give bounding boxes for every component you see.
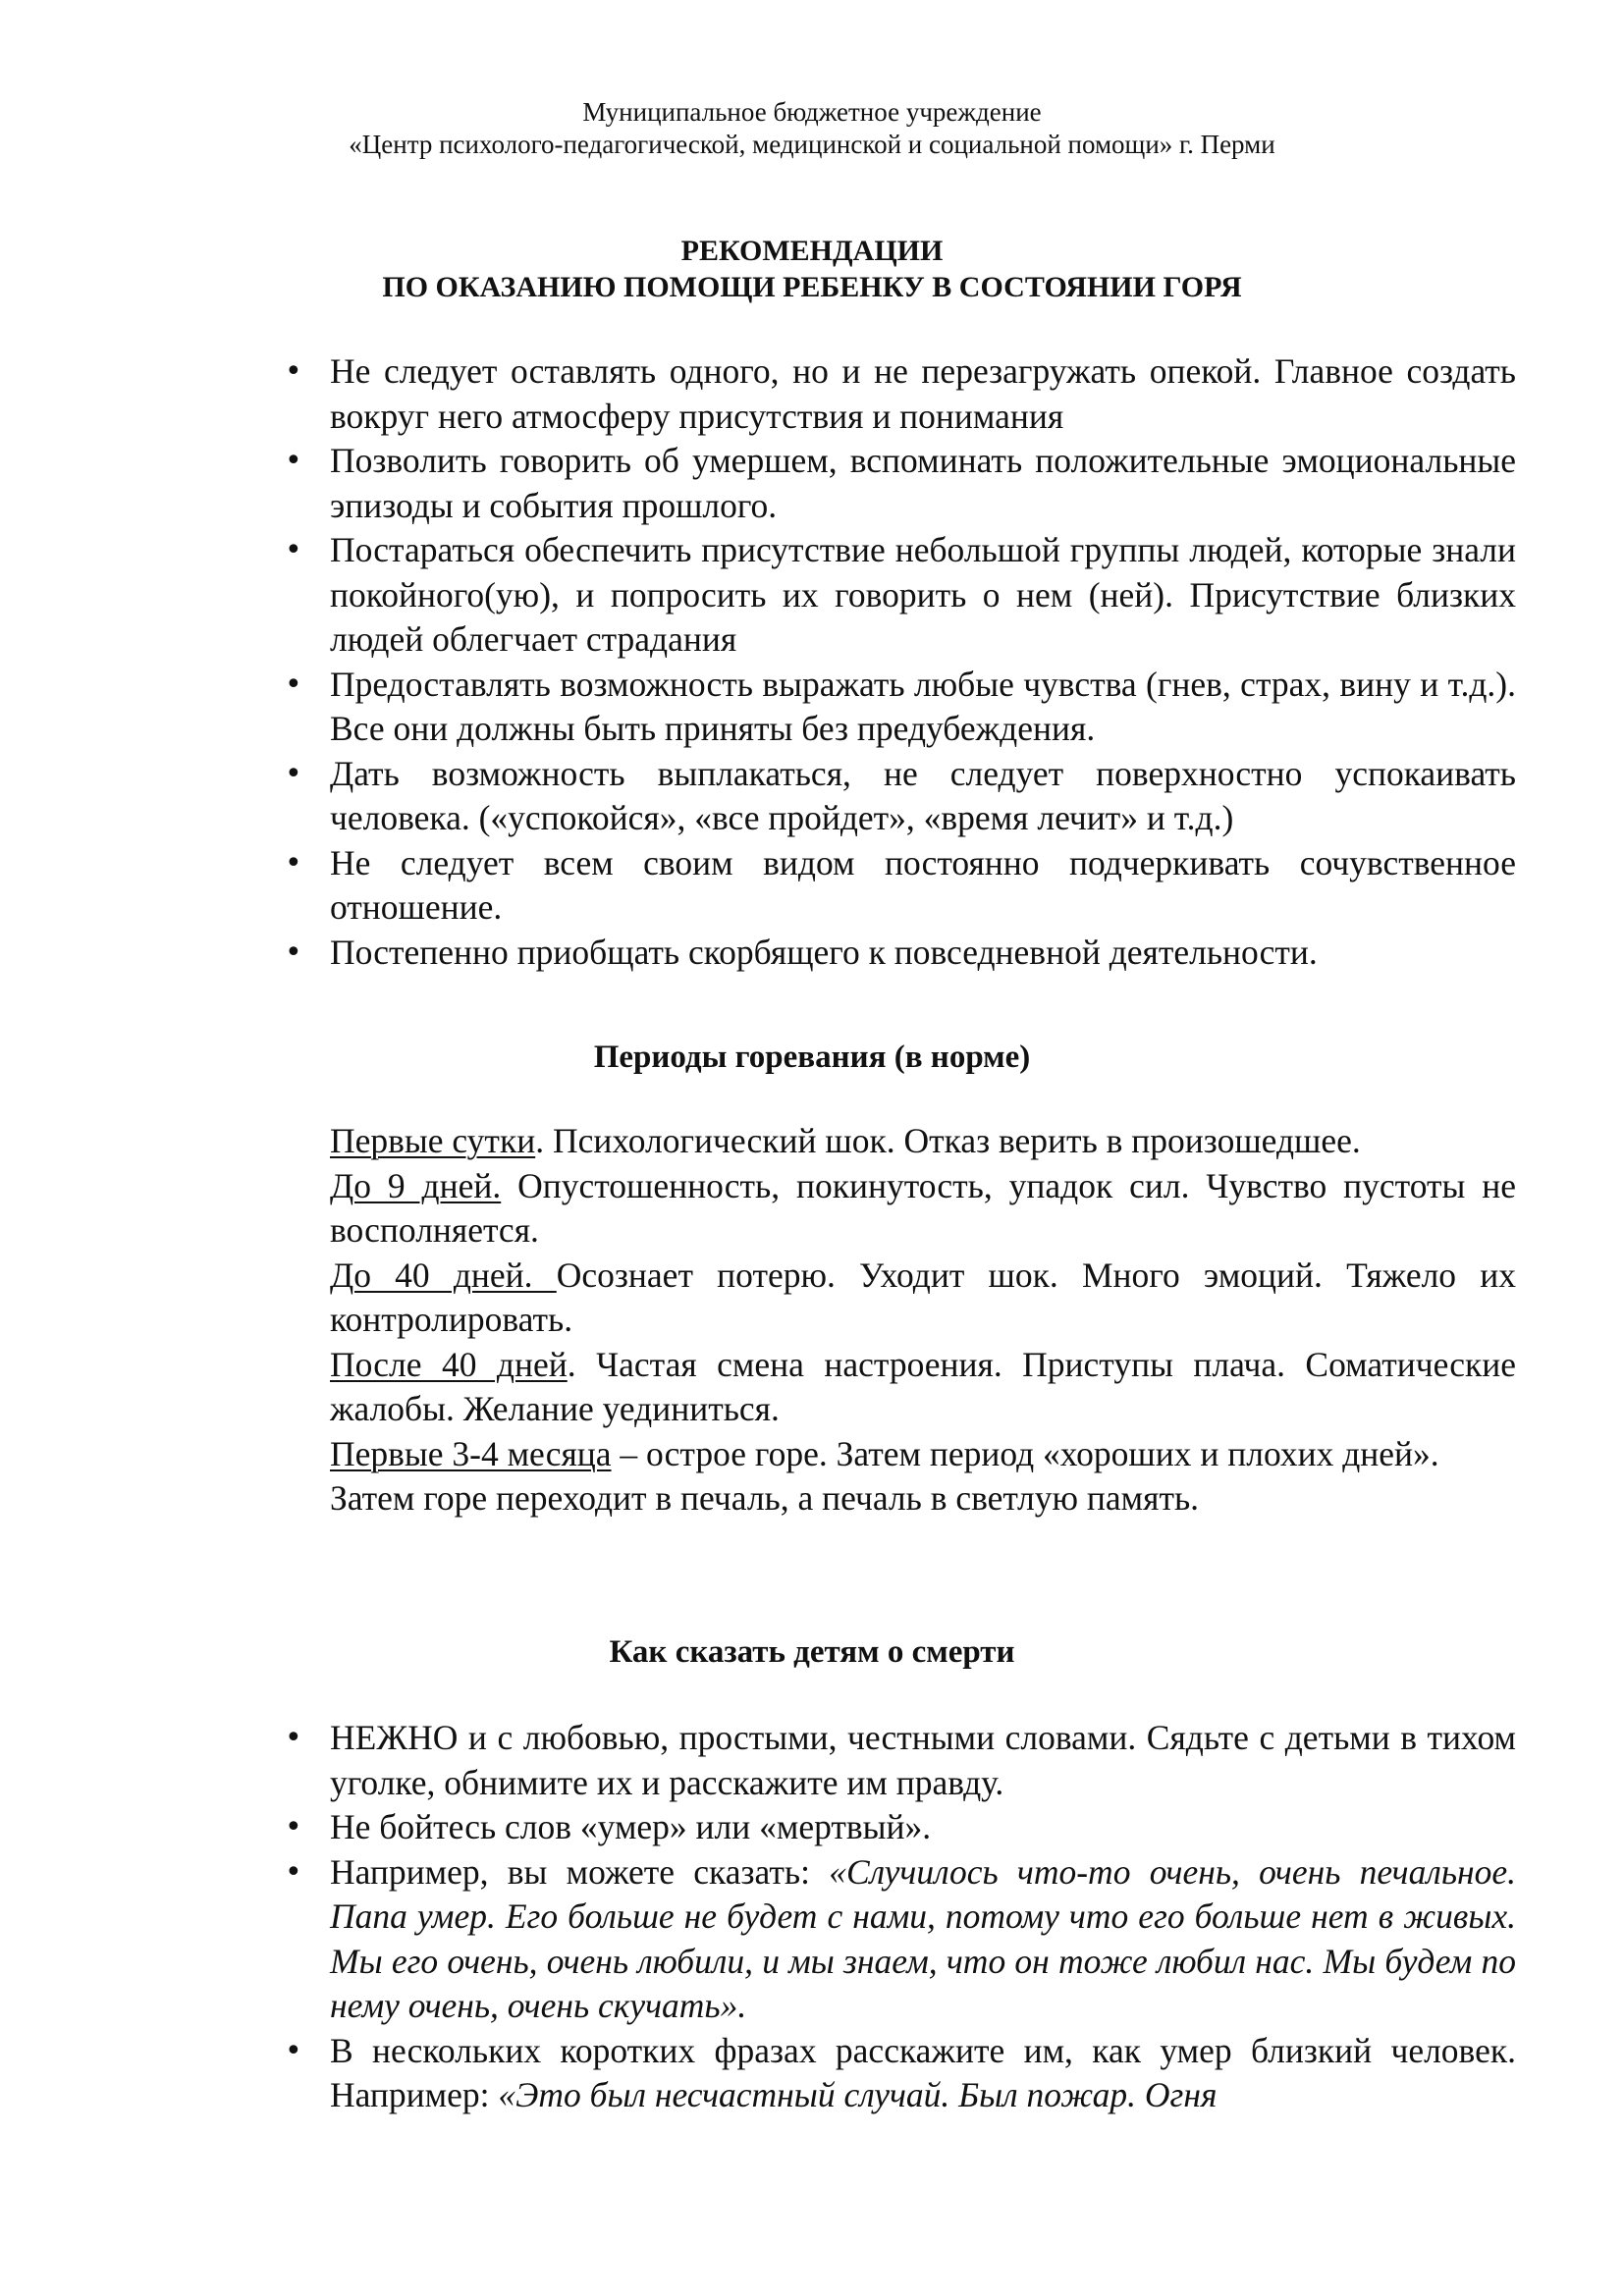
- period-label: До 40 дней.: [330, 1255, 557, 1295]
- period-item: [330, 1119, 1516, 1164]
- list-item-text: Не следует оставлять одного, но и не перезагружать опекой. Главное создать вокруг него атмосферу присутствия и понимания: [330, 351, 1516, 436]
- document-title-line2: ПО ОКАЗАНИЮ ПОМОЩИ РЕБЕНКУ В СОСТОЯНИИ ГОРЯ: [382, 271, 1242, 303]
- list-item-text: Постепенно приобщать скорбящего к повседневной деятельности.: [330, 932, 1318, 972]
- period-text: Осознает потерю. Уходит шок. Много эмоций. Тяжело их контролировать.: [330, 1255, 1516, 1339]
- list-item-text: Постараться обеспечить присутствие небольшой группы людей, которые знали покойного(ую), и попросить их говорить о нем (ней). Присутствие близких людей облегчает страдания: [330, 530, 1516, 659]
- organization-name-line1: Муниципальное бюджетное учреждение: [582, 97, 1042, 127]
- list-item-text: Не следует всем своим видом постоянно подчеркивать сочувственное отношение.: [330, 842, 1516, 927]
- section-heading-how-to-tell: Как сказать детям о смерти: [609, 1634, 1015, 1670]
- period-item: [330, 1164, 1516, 1254]
- list-item-text: Позволить говорить об умершем, вспоминать положительные эмоциональные эпизоды и события прошлого.: [330, 441, 1516, 525]
- period-text: . Частая смена настроения. Приступы плача. Соматические жалобы. Желание уединиться.: [330, 1344, 1516, 1428]
- period-closing: Затем горе переходит в печаль, а печаль в светлую память.: [330, 1478, 1200, 1518]
- list-item: [330, 2029, 1516, 2118]
- list-item: [330, 439, 1516, 528]
- period-text: – острое горе. Затем период «хороших и плохих дней».: [611, 1433, 1439, 1473]
- list-item: [330, 1716, 1516, 1805]
- list-item-text: Например, вы можете сказать:: [330, 1851, 830, 1892]
- list-item: [330, 1805, 1516, 1850]
- list-item: [330, 663, 1516, 752]
- list-item: [330, 841, 1516, 931]
- section-heading-grief-periods: Периоды горевания (в норме): [593, 1040, 1031, 1075]
- document-title-line1: РЕКОМЕНДАЦИИ: [680, 235, 944, 267]
- list-item: [330, 528, 1516, 663]
- list-item: [330, 349, 1516, 439]
- period-item: [330, 1432, 1516, 1477]
- list-item-quote: «Это был несчастный случай. Был пожар. Огня: [498, 2075, 1218, 2114]
- organization-name-line2: «Центр психолого-педагогической, медицинской и социальной помощи» г. Перми: [349, 130, 1275, 159]
- period-item: [330, 1254, 1516, 1343]
- period-label: Первые сутки: [330, 1121, 536, 1160]
- period-label: После 40 дней: [330, 1344, 568, 1384]
- list-item-text: Дать возможность выплакаться, не следует поверхностно успокаивать человека. («успокойся», «все пройдет», «время лечит» и т.д.): [330, 753, 1516, 837]
- list-item-text: НЕЖНО и с любовью, простыми, честными словами. Сядьте с детьми в тихом уголке, обнимите их и расскажите им правду.: [330, 1718, 1516, 1802]
- list-item-text: Предоставлять возможность выражать любые чувства (гнев, страх, вину и т.д.). Все они должны быть приняты без предубеждения.: [330, 664, 1516, 748]
- recommendations-list: [330, 349, 1516, 975]
- list-item: [330, 931, 1516, 976]
- period-text: . Психологический шок. Отказ верить в произошедшее.: [535, 1121, 1361, 1160]
- list-item-text: В нескольких коротких фразах расскажите им, как умер близкий человек. Например:: [330, 2030, 1516, 2114]
- list-item-quote: «Случилось что-то очень, очень печальное. Папа умер. Его больше не будет с нами, потому что его больше нет в живых. Мы его очень, очень любили, и мы знаем, что он тоже любил нас. Мы будем по нему очень, очень скучать».: [330, 1851, 1516, 2025]
- grief-periods: [330, 1119, 1516, 1522]
- list-item: [330, 1850, 1516, 2029]
- period-label: Первые 3-4 месяца: [330, 1433, 612, 1473]
- list-item: [330, 752, 1516, 841]
- period-item: [330, 1343, 1516, 1432]
- period-label: До 9 дней.: [330, 1165, 502, 1205]
- period-text: Опустошенность, покинутость, упадок сил. Чувство пустоты не восполняется.: [330, 1165, 1517, 1250]
- list-item-text: Не бойтесь слов «умер» или «мертвый».: [330, 1807, 932, 1846]
- how-to-tell-list: [330, 1716, 1516, 2118]
